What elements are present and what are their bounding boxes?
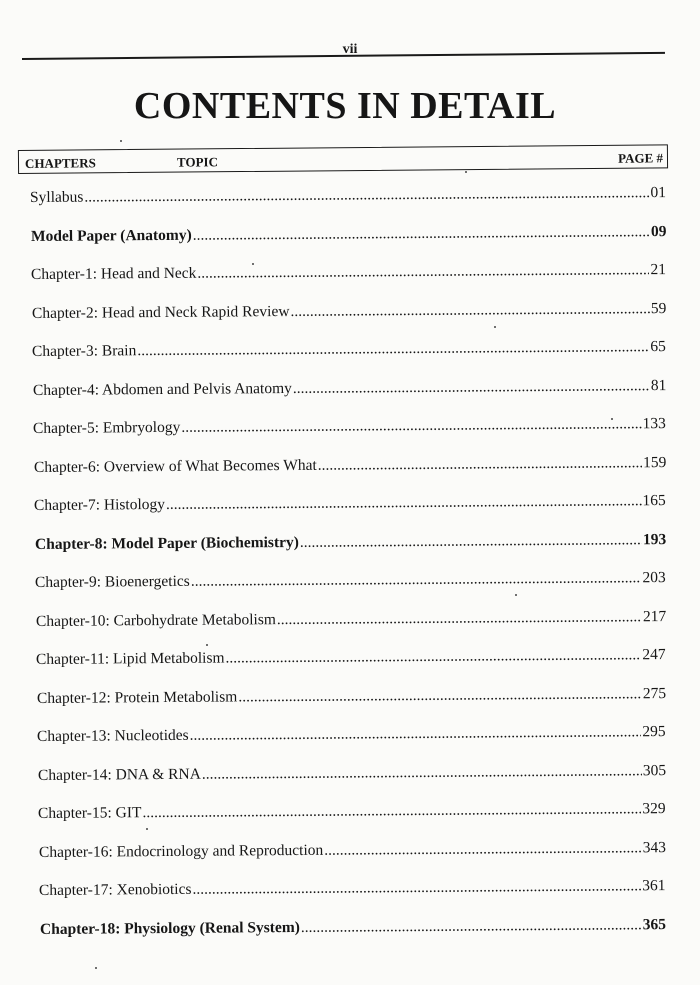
entry-label: Chapter-11: Lipid Metabolism — [36, 649, 225, 668]
scan-speck — [252, 263, 254, 265]
entry-label: Chapter-13: Nucleotides — [37, 726, 190, 745]
toc-entry — [38, 761, 666, 786]
entry-page-number: 365 — [642, 915, 667, 933]
entry-label: Chapter-14: DNA & RNA — [37, 765, 201, 784]
entry-page-number: 275 — [642, 684, 667, 702]
entry-label: Chapter-1: Head and Neck — [30, 264, 197, 283]
entry-label: Chapter-18: Physiology (Renal System) — [39, 918, 300, 938]
toc-entry — [35, 530, 666, 555]
scan-speck — [515, 594, 517, 596]
entry-page-number: 329 — [642, 800, 667, 818]
dot-leader — [166, 491, 642, 515]
toc-entry — [30, 222, 666, 247]
toc-entry — [37, 722, 666, 747]
entry-page-number: 65 — [650, 338, 667, 356]
toc-entry — [34, 453, 666, 478]
toc-entry — [36, 607, 666, 632]
entry-page-number: 361 — [642, 877, 667, 895]
toc-entry — [39, 838, 666, 863]
toc-entry — [35, 568, 666, 593]
toc-entry — [32, 337, 666, 362]
entry-label: Chapter-3: Brain — [32, 342, 137, 360]
dot-leader — [324, 838, 642, 860]
entry-page-number: 193 — [642, 530, 667, 548]
toc-entry — [38, 799, 666, 824]
toc-entry — [31, 299, 666, 324]
scan-speck — [206, 644, 208, 646]
entry-page-number: 247 — [642, 646, 667, 664]
dot-leader — [238, 684, 642, 707]
entry-label: Chapter-9: Bioenergetics — [35, 572, 191, 591]
entry-label: Chapter-8: Model Paper (Biochemistry) — [34, 533, 299, 553]
dot-leader — [197, 260, 649, 284]
dot-leader — [202, 761, 642, 784]
entry-label: Chapter-6: Overview of What Becomes What — [33, 456, 317, 476]
scan-speck — [494, 326, 496, 328]
dot-leader — [84, 183, 649, 207]
toc-entry — [31, 260, 666, 285]
entry-label: Chapter-17: Xenobiotics — [39, 880, 193, 899]
entry-page-number: 59 — [650, 299, 667, 317]
scan-speck — [120, 140, 122, 142]
scan-speck — [95, 967, 97, 969]
entry-page-number: 09 — [650, 222, 667, 240]
entry-label: Chapter-16: Endocrinology and Reproduction — [38, 841, 324, 861]
dot-leader — [193, 876, 642, 900]
dot-leader — [192, 222, 649, 246]
entry-label: Model Paper (Anatomy) — [30, 226, 192, 245]
page-number: vii — [342, 42, 358, 57]
entry-page-number: 305 — [642, 761, 667, 779]
toc-entry — [33, 376, 666, 401]
scan-speck — [611, 418, 613, 420]
entry-page-number: 343 — [642, 838, 667, 856]
entry-page-number: 159 — [642, 453, 667, 471]
entry-page-number: 203 — [642, 569, 667, 587]
page-title: CONTENTS IN DETAIL — [133, 85, 557, 127]
entry-page-number: 81 — [650, 376, 667, 394]
toc-entry — [34, 491, 666, 516]
toc-entry — [30, 183, 666, 208]
dot-leader — [292, 376, 649, 399]
toc-entry — [33, 414, 666, 439]
entry-label: Chapter-2: Head and Neck Rapid Review — [31, 302, 290, 322]
header-chapters: CHAPTERS — [24, 155, 96, 171]
scan-speck — [465, 171, 467, 173]
dot-leader — [190, 722, 642, 746]
dot-leader — [317, 453, 641, 476]
header-topic: TOPIC — [176, 154, 219, 170]
entry-label: Chapter-15: GIT — [38, 804, 142, 822]
entry-label: Chapter-5: Embryology — [33, 418, 181, 437]
dot-leader — [301, 915, 642, 938]
entry-label: Chapter-7: Histology — [34, 495, 166, 514]
entry-label: Chapter-4: Abdomen and Pelvis Anatomy — [32, 379, 292, 399]
dot-leader — [181, 414, 641, 438]
scan-speck — [146, 828, 148, 830]
dot-leader — [290, 299, 650, 322]
toc-entry — [40, 915, 666, 940]
dot-leader — [226, 645, 642, 668]
entry-page-number: 01 — [650, 184, 667, 202]
toc-entry — [39, 876, 666, 901]
dot-leader — [191, 568, 642, 592]
toc-entry — [36, 645, 666, 670]
entry-label: Chapter-12: Protein Metabolism — [36, 687, 238, 707]
entry-page-number: 165 — [642, 492, 667, 510]
dot-leader — [137, 337, 649, 361]
dot-leader — [143, 799, 642, 823]
entry-label: Chapter-10: Carbohydrate Metabolism — [35, 610, 276, 630]
entry-label: Syllabus — [29, 188, 84, 206]
entry-page-number: 21 — [650, 261, 667, 279]
dot-leader — [300, 530, 642, 553]
entry-page-number: 217 — [642, 607, 667, 625]
dot-leader — [277, 607, 642, 630]
entry-page-number: 133 — [642, 415, 667, 433]
header-page: PAGE # — [618, 150, 664, 166]
toc-entry — [37, 684, 666, 709]
entry-page-number: 295 — [642, 723, 667, 741]
